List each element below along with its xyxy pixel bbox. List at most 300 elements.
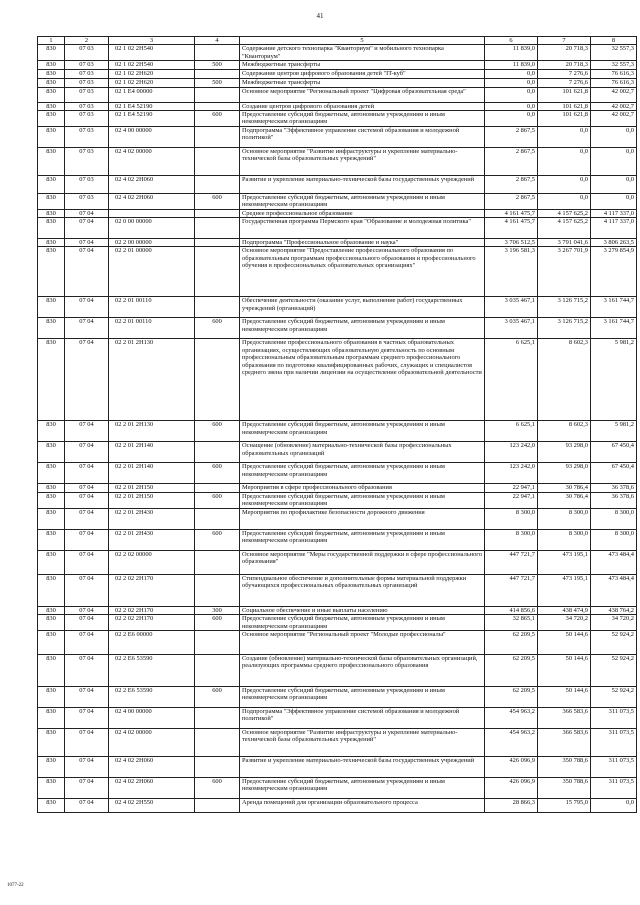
header-cell: 5 — [240, 37, 485, 45]
cell-expense-type: 600 — [195, 686, 240, 707]
cell-amount-year3: 0,0 — [591, 193, 637, 209]
cell-expense-type — [195, 147, 240, 175]
table-row — [38, 529, 637, 550]
cell-expense-type — [195, 339, 240, 421]
cell-section-code: 07 04 — [65, 707, 109, 728]
table-row — [38, 193, 637, 209]
cell-description: Подпрограмма "Эффективное управление системой образования и молодежной политикой" — [240, 707, 485, 728]
cell-expense-type — [195, 247, 240, 297]
cell-amount-year1: 62 209,5 — [485, 654, 538, 686]
cell-amount-year3: 42 002,7 — [591, 87, 637, 102]
cell-expense-type: 500 — [195, 61, 240, 69]
cell-target-article: 02 4 02 00000 — [109, 147, 195, 175]
cell-target-article: 02 1 E4 52190 — [109, 111, 195, 127]
cell-target-article: 02 1 02 2Н540 — [109, 45, 195, 61]
table-row — [38, 606, 637, 614]
cell-amount-year3: 4 117 337,0 — [591, 209, 637, 217]
cell-admin-code: 830 — [38, 630, 65, 654]
table-row — [38, 550, 637, 574]
cell-amount-year2: 438 474,9 — [538, 606, 591, 614]
cell-description: Предоставление субсидий бюджетным, автономным учреждениям и иным некоммерческим организациям — [240, 318, 485, 339]
cell-description: Предоставление субсидий бюджетным, автономным учреждениям и иным некоммерческим организациям — [240, 193, 485, 209]
cell-amount-year2: 50 144,6 — [538, 654, 591, 686]
cell-amount-year2: 101 621,8 — [538, 111, 591, 127]
header-cell: 8 — [591, 37, 637, 45]
cell-amount-year1: 2 867,5 — [485, 147, 538, 175]
header-cell: 7 — [538, 37, 591, 45]
cell-amount-year1: 32 865,1 — [485, 615, 538, 631]
cell-amount-year3: 0,0 — [591, 175, 637, 193]
table-row — [38, 147, 637, 175]
table-body — [38, 45, 637, 813]
cell-description: Подпрограмма "Профессиональное образование и наука" — [240, 239, 485, 247]
cell-admin-code: 830 — [38, 193, 65, 209]
cell-amount-year2: 0,0 — [538, 147, 591, 175]
cell-admin-code: 830 — [38, 87, 65, 102]
cell-expense-type: 600 — [195, 193, 240, 209]
cell-target-article: 02 2 E6 53590 — [109, 686, 195, 707]
cell-expense-type: 600 — [195, 111, 240, 127]
cell-amount-year2: 350 788,6 — [538, 777, 591, 798]
cell-target-article: 02 0 00 00000 — [109, 218, 195, 239]
table-row — [38, 574, 637, 606]
cell-amount-year3: 52 924,2 — [591, 630, 637, 654]
table-row — [38, 339, 637, 421]
cell-description: Основное мероприятие "Развитие инфраструктуры и укрепление материально-технической базы образовательных учреждений" — [240, 147, 485, 175]
cell-amount-year2: 0,0 — [538, 126, 591, 147]
table-row — [38, 69, 637, 78]
cell-description: Подпрограмма "Эффективное управление системой образования и молодежной политикой" — [240, 126, 485, 147]
cell-description: Стипендиальное обеспечение и дополнительные формы материальной поддержки обучающихся профессиональных образовательных организаций — [240, 574, 485, 606]
cell-expense-type — [195, 87, 240, 102]
cell-target-article: 02 2 02 2Н170 — [109, 606, 195, 614]
cell-admin-code: 830 — [38, 463, 65, 484]
cell-admin-code: 830 — [38, 339, 65, 421]
cell-target-article: 02 1 E4 00000 — [109, 87, 195, 102]
table-row — [38, 756, 637, 777]
cell-amount-year2: 0,0 — [538, 193, 591, 209]
cell-amount-year2: 3 267 701,9 — [538, 247, 591, 297]
cell-amount-year2: 8 602,3 — [538, 421, 591, 442]
cell-section-code: 07 04 — [65, 463, 109, 484]
cell-target-article: 02 2 02 2Н170 — [109, 574, 195, 606]
cell-expense-type — [195, 209, 240, 217]
cell-target-article: 02 2 02 2Н170 — [109, 615, 195, 631]
cell-description: Межбюджетные трансферты — [240, 78, 485, 87]
cell-amount-year1: 0,0 — [485, 102, 538, 110]
cell-amount-year1: 123 242,0 — [485, 442, 538, 463]
cell-section-code: 07 04 — [65, 218, 109, 239]
cell-target-article: 02 2 00 00000 — [109, 239, 195, 247]
cell-amount-year2: 3 126 715,2 — [538, 318, 591, 339]
cell-amount-year2: 30 786,4 — [538, 492, 591, 508]
cell-expense-type — [195, 756, 240, 777]
cell-description: Предоставление субсидий бюджетным, автономным учреждениям и иным некоммерческим организациям — [240, 777, 485, 798]
cell-expense-type: 600 — [195, 492, 240, 508]
cell-admin-code: 830 — [38, 421, 65, 442]
cell-amount-year1: 0,0 — [485, 111, 538, 127]
cell-amount-year2: 0,0 — [538, 175, 591, 193]
cell-description: Государственная программа Пермского края "Образование и молодежная политика" — [240, 218, 485, 239]
cell-amount-year2: 4 157 625,2 — [538, 218, 591, 239]
cell-section-code: 07 04 — [65, 239, 109, 247]
cell-section-code: 07 04 — [65, 209, 109, 217]
header-cell: 3 — [109, 37, 195, 45]
table-row — [38, 61, 637, 69]
cell-admin-code: 830 — [38, 111, 65, 127]
cell-amount-year2: 20 718,3 — [538, 61, 591, 69]
table-row — [38, 175, 637, 193]
cell-admin-code: 830 — [38, 492, 65, 508]
cell-admin-code: 830 — [38, 297, 65, 318]
cell-target-article: 02 1 02 2Н620 — [109, 78, 195, 87]
cell-expense-type — [195, 654, 240, 686]
cell-description: Предоставление субсидий бюджетным, автономным учреждениям и иным некоммерческим организациям — [240, 686, 485, 707]
cell-target-article: 02 4 00 00000 — [109, 707, 195, 728]
cell-expense-type: 300 — [195, 606, 240, 614]
cell-description: Основное мероприятие "Предоставление профессионального образования по образовательным программам профессионального образования и профессионального обучения в профессиональных образовательных организациях" — [240, 247, 485, 297]
cell-amount-year1: 426 096,9 — [485, 777, 538, 798]
cell-section-code: 07 04 — [65, 421, 109, 442]
cell-section-code: 07 03 — [65, 193, 109, 209]
cell-description: Основное мероприятие "Развитие инфраструктуры и укрепление материально-технической базы образовательных учреждений" — [240, 728, 485, 756]
table-row — [38, 297, 637, 318]
cell-admin-code: 830 — [38, 247, 65, 297]
cell-section-code: 07 03 — [65, 111, 109, 127]
cell-section-code: 07 03 — [65, 147, 109, 175]
cell-admin-code: 830 — [38, 318, 65, 339]
cell-section-code: 07 04 — [65, 492, 109, 508]
cell-amount-year3: 311 073,5 — [591, 777, 637, 798]
cell-admin-code: 830 — [38, 606, 65, 614]
cell-target-article: 02 1 02 2Н540 — [109, 61, 195, 69]
cell-description: Основное мероприятие "Меры государственной поддержки в сфере профессионального образования" — [240, 550, 485, 574]
cell-admin-code: 830 — [38, 442, 65, 463]
cell-amount-year3: 4 117 337,0 — [591, 218, 637, 239]
cell-amount-year2: 101 621,8 — [538, 102, 591, 110]
cell-section-code: 07 03 — [65, 69, 109, 78]
table-row — [38, 218, 637, 239]
cell-target-article: 02 4 02 2Н060 — [109, 777, 195, 798]
cell-expense-type — [195, 728, 240, 756]
cell-expense-type — [195, 442, 240, 463]
cell-amount-year1: 8 300,0 — [485, 508, 538, 529]
cell-admin-code: 830 — [38, 218, 65, 239]
cell-amount-year2: 93 298,0 — [538, 463, 591, 484]
cell-amount-year1: 62 209,5 — [485, 630, 538, 654]
cell-target-article: 02 4 02 2Н550 — [109, 798, 195, 812]
cell-amount-year1: 22 947,1 — [485, 484, 538, 492]
cell-admin-code: 830 — [38, 574, 65, 606]
table-row — [38, 126, 637, 147]
cell-description: Развитие и укрепление материально-технической базы государственных учреждений — [240, 756, 485, 777]
cell-admin-code: 830 — [38, 550, 65, 574]
cell-amount-year1: 426 096,9 — [485, 756, 538, 777]
cell-amount-year3: 32 557,3 — [591, 61, 637, 69]
cell-description: Основное мероприятие "Региональный проект "Цифровая образовательная среда" — [240, 87, 485, 102]
cell-amount-year2: 3 126 715,2 — [538, 297, 591, 318]
cell-amount-year3: 3 279 854,9 — [591, 247, 637, 297]
cell-description: Социальное обеспечение и иные выплаты населению — [240, 606, 485, 614]
cell-admin-code: 830 — [38, 615, 65, 631]
cell-admin-code: 830 — [38, 529, 65, 550]
cell-amount-year3: 76 616,3 — [591, 69, 637, 78]
cell-amount-year2: 8 300,0 — [538, 529, 591, 550]
cell-expense-type — [195, 707, 240, 728]
cell-amount-year3: 42 002,7 — [591, 102, 637, 110]
cell-expense-type — [195, 45, 240, 61]
cell-amount-year1: 2 867,5 — [485, 175, 538, 193]
cell-admin-code: 830 — [38, 686, 65, 707]
cell-section-code: 07 04 — [65, 297, 109, 318]
cell-expense-type — [195, 484, 240, 492]
cell-expense-type: 600 — [195, 318, 240, 339]
cell-description: Предоставление субсидий бюджетным, автономным учреждениям и иным некоммерческим организациям — [240, 463, 485, 484]
cell-target-article: 02 4 02 00000 — [109, 728, 195, 756]
cell-amount-year2: 93 298,0 — [538, 442, 591, 463]
cell-target-article: 02 2 01 00110 — [109, 318, 195, 339]
cell-section-code: 07 03 — [65, 126, 109, 147]
cell-section-code: 07 04 — [65, 442, 109, 463]
cell-expense-type — [195, 126, 240, 147]
cell-amount-year1: 447 721,7 — [485, 550, 538, 574]
cell-amount-year3: 438 764,2 — [591, 606, 637, 614]
cell-section-code: 07 03 — [65, 102, 109, 110]
cell-amount-year3: 8 300,0 — [591, 529, 637, 550]
cell-section-code: 07 04 — [65, 550, 109, 574]
cell-amount-year1: 62 209,5 — [485, 686, 538, 707]
cell-admin-code: 830 — [38, 61, 65, 69]
cell-expense-type — [195, 508, 240, 529]
cell-description: Предоставление субсидий бюджетным, автономным учреждениям и иным некоммерческим организациям — [240, 421, 485, 442]
cell-target-article: 02 2 01 2Н130 — [109, 339, 195, 421]
cell-amount-year3: 32 557,3 — [591, 45, 637, 61]
cell-expense-type — [195, 69, 240, 78]
cell-admin-code: 830 — [38, 69, 65, 78]
cell-amount-year2: 473 195,1 — [538, 550, 591, 574]
cell-amount-year3: 0,0 — [591, 798, 637, 812]
cell-admin-code: 830 — [38, 728, 65, 756]
cell-amount-year3: 67 450,4 — [591, 463, 637, 484]
cell-amount-year3: 36 378,6 — [591, 492, 637, 508]
cell-admin-code: 830 — [38, 756, 65, 777]
cell-amount-year3: 5 981,2 — [591, 339, 637, 421]
table-row — [38, 421, 637, 442]
cell-description: Основное мероприятие "Региональный проект "Молодые профессионалы" — [240, 630, 485, 654]
cell-amount-year2: 366 583,6 — [538, 728, 591, 756]
cell-description: Предоставление профессионального образования в частных образовательных организациях, осуществляющих образовательную деятельность по основным профессиональным образовательным программам среднего профессионального образования по подготовке квалифицированных рабочих, служащих и специалистов среднего звена при наличии лицензии на осуществление образовательной деятельности — [240, 339, 485, 421]
cell-amount-year2: 3 791 041,6 — [538, 239, 591, 247]
table-header — [38, 37, 637, 45]
cell-admin-code: 830 — [38, 239, 65, 247]
table-row — [38, 442, 637, 463]
cell-description: Предоставление субсидий бюджетным, автономным учреждениям и иным некоммерческим организациям — [240, 492, 485, 508]
cell-description: Аренда помещений для организации образовательного процесса — [240, 798, 485, 812]
cell-target-article: 02 2 01 2Н430 — [109, 508, 195, 529]
cell-target-article: 02 2 E6 53590 — [109, 654, 195, 686]
cell-amount-year3: 3 806 263,5 — [591, 239, 637, 247]
cell-target-article: 02 2 01 2Н130 — [109, 421, 195, 442]
cell-description: Предоставление субсидий бюджетным, автономным учреждениям и иным некоммерческим организациям — [240, 529, 485, 550]
cell-amount-year3: 473 484,4 — [591, 550, 637, 574]
cell-amount-year3: 34 720,2 — [591, 615, 637, 631]
table-row — [38, 111, 637, 127]
table-row — [38, 209, 637, 217]
table-row — [38, 654, 637, 686]
cell-description: Межбюджетные трансферты — [240, 61, 485, 69]
cell-description: Предоставление субсидий бюджетным, автономным учреждениям и иным некоммерческим организациям — [240, 615, 485, 631]
cell-target-article: 02 4 02 2Н060 — [109, 175, 195, 193]
cell-amount-year3: 76 616,3 — [591, 78, 637, 87]
cell-expense-type — [195, 798, 240, 812]
cell-section-code: 07 04 — [65, 728, 109, 756]
cell-expense-type — [195, 550, 240, 574]
table-row — [38, 78, 637, 87]
cell-section-code: 07 04 — [65, 686, 109, 707]
cell-amount-year2: 350 788,6 — [538, 756, 591, 777]
cell-target-article: 02 4 02 2Н060 — [109, 756, 195, 777]
cell-target-article: 02 2 01 00000 — [109, 247, 195, 297]
table-row — [38, 463, 637, 484]
cell-expense-type — [195, 630, 240, 654]
cell-section-code: 07 04 — [65, 615, 109, 631]
header-cell: 4 — [195, 37, 240, 45]
budget-table — [37, 36, 637, 813]
table-row — [38, 508, 637, 529]
cell-amount-year3: 3 161 744,7 — [591, 318, 637, 339]
cell-description: Мероприятия в сфере профессионального образования — [240, 484, 485, 492]
cell-amount-year2: 50 144,6 — [538, 630, 591, 654]
cell-target-article: 02 1 E4 52190 — [109, 102, 195, 110]
cell-section-code: 07 04 — [65, 339, 109, 421]
cell-amount-year1: 447 721,7 — [485, 574, 538, 606]
table-row — [38, 87, 637, 102]
page-number: 41 — [316, 12, 324, 20]
cell-amount-year2: 473 195,1 — [538, 574, 591, 606]
cell-section-code: 07 04 — [65, 247, 109, 297]
cell-description: Среднее профессиональное образование — [240, 209, 485, 217]
table-row — [38, 798, 637, 812]
cell-admin-code: 830 — [38, 654, 65, 686]
cell-amount-year1: 22 947,1 — [485, 492, 538, 508]
cell-amount-year3: 311 073,5 — [591, 728, 637, 756]
cell-description: Оснащение (обновление) материально-технической базы профессиональных образовательных организаций — [240, 442, 485, 463]
table-row — [38, 777, 637, 798]
cell-amount-year1: 11 839,0 — [485, 45, 538, 61]
cell-section-code: 07 04 — [65, 529, 109, 550]
table-row — [38, 630, 637, 654]
table-row — [38, 318, 637, 339]
cell-section-code: 07 04 — [65, 777, 109, 798]
cell-amount-year3: 36 378,6 — [591, 484, 637, 492]
cell-target-article: 02 1 02 2Н620 — [109, 69, 195, 78]
cell-admin-code: 830 — [38, 209, 65, 217]
table-row — [38, 102, 637, 110]
cell-amount-year2: 8 300,0 — [538, 508, 591, 529]
cell-target-article: 02 4 02 2Н060 — [109, 193, 195, 209]
cell-description: Содержание детского технопарка "Кванториум" и мобильного технопарка "Кванториум" — [240, 45, 485, 61]
cell-expense-type: 600 — [195, 421, 240, 442]
cell-amount-year3: 0,0 — [591, 147, 637, 175]
cell-target-article: 02 2 01 2Н150 — [109, 492, 195, 508]
table-row — [38, 247, 637, 297]
cell-amount-year1: 28 866,3 — [485, 798, 538, 812]
cell-section-code: 07 03 — [65, 45, 109, 61]
cell-section-code: 07 04 — [65, 654, 109, 686]
cell-section-code: 07 04 — [65, 756, 109, 777]
cell-admin-code: 830 — [38, 707, 65, 728]
table-row — [38, 686, 637, 707]
cell-section-code: 07 04 — [65, 508, 109, 529]
cell-amount-year1: 4 161 475,7 — [485, 218, 538, 239]
cell-amount-year3: 3 161 744,7 — [591, 297, 637, 318]
cell-admin-code: 830 — [38, 777, 65, 798]
cell-section-code: 07 03 — [65, 78, 109, 87]
cell-description: Мероприятия по профилактике безопасности дорожного движения — [240, 508, 485, 529]
cell-section-code: 07 04 — [65, 606, 109, 614]
table-row — [38, 615, 637, 631]
cell-admin-code: 830 — [38, 175, 65, 193]
cell-amount-year1: 414 856,6 — [485, 606, 538, 614]
cell-description: Создание (обновление) материально-технической базы образовательных организаций, реализующих программы среднего профессионального образования — [240, 654, 485, 686]
cell-amount-year1: 3 035 467,1 — [485, 318, 538, 339]
cell-expense-type — [195, 218, 240, 239]
cell-target-article — [109, 209, 195, 217]
cell-amount-year1: 454 963,2 — [485, 707, 538, 728]
cell-target-article: 02 2 01 2Н150 — [109, 484, 195, 492]
table-row — [38, 45, 637, 61]
footer-code: 1077-22 — [7, 883, 24, 888]
cell-admin-code: 830 — [38, 147, 65, 175]
cell-amount-year1: 3 196 581,3 — [485, 247, 538, 297]
cell-expense-type: 600 — [195, 529, 240, 550]
cell-amount-year3: 0,0 — [591, 126, 637, 147]
header-cell: 1 — [38, 37, 65, 45]
cell-amount-year1: 3 035 467,1 — [485, 297, 538, 318]
cell-expense-type — [195, 175, 240, 193]
cell-amount-year3: 42 002,7 — [591, 111, 637, 127]
cell-target-article: 02 2 02 00000 — [109, 550, 195, 574]
cell-amount-year1: 6 625,1 — [485, 421, 538, 442]
cell-admin-code: 830 — [38, 798, 65, 812]
cell-amount-year3: 8 300,0 — [591, 508, 637, 529]
cell-section-code: 07 04 — [65, 798, 109, 812]
cell-amount-year3: 67 450,4 — [591, 442, 637, 463]
cell-amount-year1: 4 161 475,7 — [485, 209, 538, 217]
cell-admin-code: 830 — [38, 102, 65, 110]
cell-section-code: 07 03 — [65, 61, 109, 69]
cell-amount-year3: 52 924,2 — [591, 654, 637, 686]
cell-amount-year1: 8 300,0 — [485, 529, 538, 550]
cell-amount-year2: 101 621,8 — [538, 87, 591, 102]
cell-target-article: 02 2 01 2Н140 — [109, 442, 195, 463]
cell-section-code: 07 04 — [65, 484, 109, 492]
cell-amount-year1: 123 242,0 — [485, 463, 538, 484]
cell-amount-year3: 473 484,4 — [591, 574, 637, 606]
cell-amount-year1: 3 706 512,5 — [485, 239, 538, 247]
cell-description: Развитие и укрепление материально-технической базы государственных учреждений — [240, 175, 485, 193]
cell-amount-year2: 15 795,0 — [538, 798, 591, 812]
cell-amount-year1: 2 867,5 — [485, 126, 538, 147]
cell-amount-year1: 0,0 — [485, 78, 538, 87]
cell-amount-year2: 50 144,6 — [538, 686, 591, 707]
cell-amount-year1: 6 625,1 — [485, 339, 538, 421]
cell-amount-year2: 8 602,3 — [538, 339, 591, 421]
cell-target-article: 02 4 00 00000 — [109, 126, 195, 147]
cell-amount-year3: 5 981,2 — [591, 421, 637, 442]
table-row — [38, 484, 637, 492]
cell-amount-year2: 34 720,2 — [538, 615, 591, 631]
